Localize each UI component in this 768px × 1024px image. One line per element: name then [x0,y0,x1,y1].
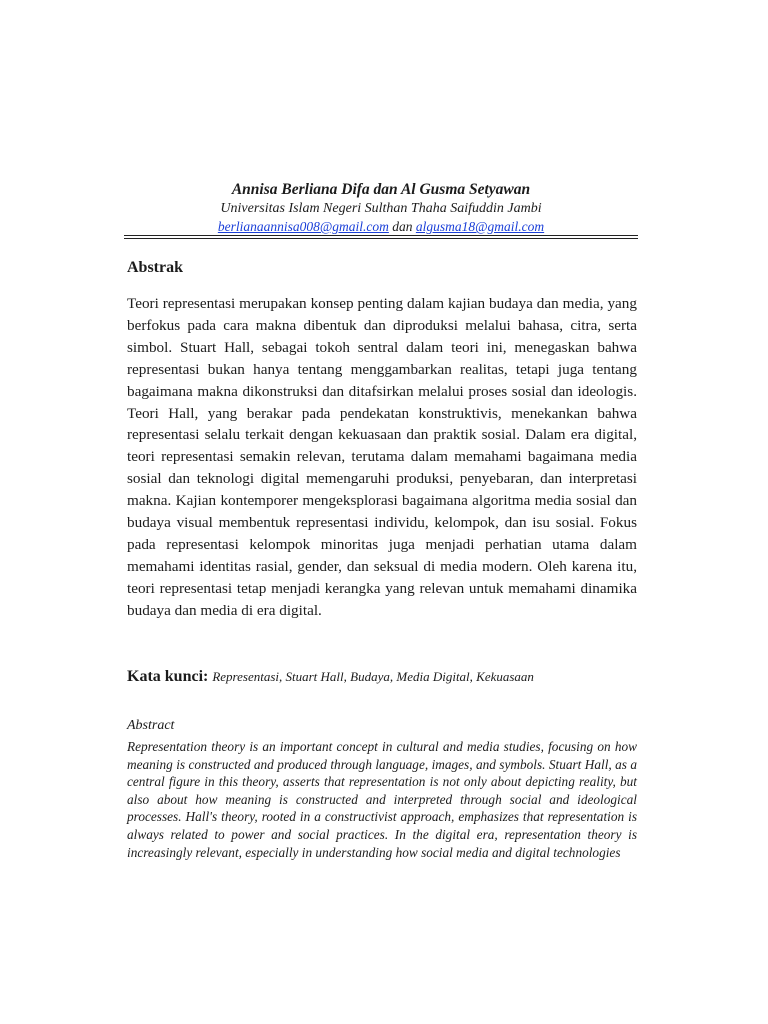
author-emails [124,218,638,236]
keywords-items: Representasi, Stuart Hall, Budaya, Media Digital, Kekuasaan [212,669,534,684]
keywords-line [127,668,637,686]
affiliation: Universitas Islam Negeri Sulthan Thaha Saifuddin Jambi [220,201,542,216]
article-header [124,180,638,236]
abstrak-paragraph: Teori representasi merupakan konsep penting dalam kajian budaya dan media, yang berfokus pada cara makna dibentuk dan diproduksi melalui bahasa, citra, serta simbol. Stuart Hall, sebagai tokoh sentral dalam teori ini, menegaskan bahwa representasi bukan hanya tentang menggambarkan realitas, tetapi juga tentang bagaimana makna dikonstruksi dan ditafsirkan melalui proses sosial dan ideologis. Teori Hall, yang berakar pada pendekatan konstruktivis, menekankan bahwa representasi selalu terkait dengan kekuasaan dan praktik sosial. Dalam era digital, teori representasi semakin relevan, terutama dalam memahami bagaimana media sosial dan teknologi digital memengaruhi produksi, penyebaran, dan interpretasi makna. Kajian kontemporer mengeksplorasi bagaimana algoritma media sosial dan budaya visual membentuk representasi individu, kelompok, dan isu sosial. Fokus pada representasi kelompok minoritas juga menjadi perhatian utama dalam memahami identitas rasial, gender, dan seksual di media modern. Oleh karena itu, teori representasi tetap menjadi kerangka yang relevan untuk memahami dinamika budaya dan media di era digital. [127,295,637,619]
abstract-paragraph: Representation theory is an important concept in cultural and media studies, focusing on how meaning is constructed and produced through language, images, and symbols. Stuart Hall, as a central figure in this theory, asserts that representation is not only about depicting reality, but also about how meaning is constructed and interpreted through social and ideological processes. Hall's theory, rooted in a constructivist approach, emphasizes that representation is always related to power and social practices. In the digital era, representation theory is increasingly relevant, especially in understanding how social media and digital technologies [127,739,637,860]
keywords-label: Kata kunci: [127,668,209,685]
email-link-2[interactable]: algusma18@gmail.com [415,219,545,234]
email-separator: dan [388,219,416,234]
authors: Annisa Berliana Difa dan Al Gusma Setyawan [231,181,531,198]
email-link-1[interactable]: berlianaannisa008@gmail.com [217,219,389,234]
abstract-heading: Abstract [127,718,175,733]
header-divider [124,235,638,239]
abstrak-heading: Abstrak [127,259,184,276]
